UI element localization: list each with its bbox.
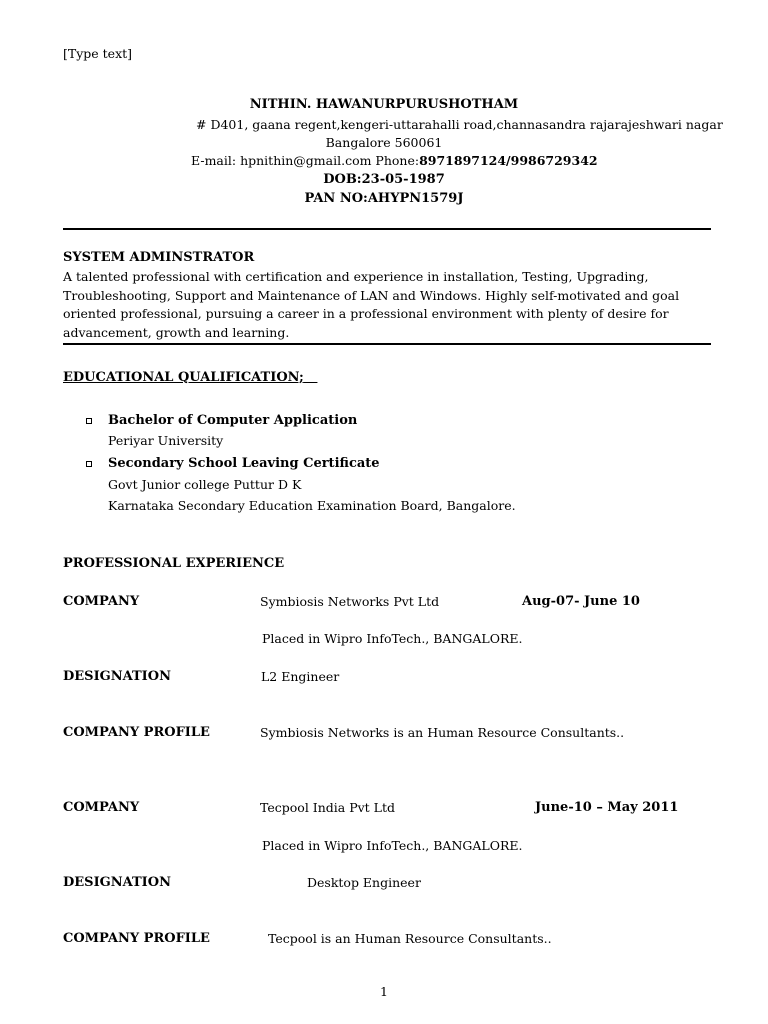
- email-text: E-mail: hpnithin@gmail.com Phone:: [191, 153, 420, 168]
- placement: Placed in Wipro InfoTech., BANGALORE.: [262, 631, 523, 646]
- pan-number: PAN NO:AHYPN1579J: [304, 191, 464, 206]
- phone-number: 8971897124/9986729342: [419, 153, 598, 168]
- dob: DOB:23-05-1987: [323, 172, 445, 187]
- degree-2-institution: Govt Junior college Puttur D K: [108, 477, 302, 492]
- bullet-icon: [86, 461, 92, 467]
- candidate-name: NITHIN. HAWANURPURUSHOTHAM: [249, 97, 519, 112]
- designation-label: DESIGNATION: [63, 875, 171, 890]
- designation: L2 Engineer: [261, 669, 340, 684]
- company-label: COMPANY: [63, 800, 140, 815]
- designation-label: DESIGNATION: [63, 669, 171, 684]
- education-heading: [63, 370, 317, 385]
- divider-middle: [63, 343, 711, 345]
- header-placeholder: [Type text]: [63, 46, 133, 61]
- bullet-icon: [86, 418, 92, 424]
- degree-1-institution: Periyar University: [108, 433, 224, 448]
- page-number: 1: [380, 984, 388, 999]
- designation: Desktop Engineer: [307, 875, 421, 890]
- experience-heading: PROFESSIONAL EXPERIENCE: [63, 556, 285, 571]
- job-dates: June-10 – May 2011: [535, 800, 679, 815]
- company-profile-label: COMPANY PROFILE: [63, 725, 210, 740]
- summary-title: SYSTEM ADMINSTRATOR: [63, 250, 255, 265]
- company-label: COMPANY: [63, 594, 140, 609]
- company-profile: Symbiosis Networks is an Human Resource Consultants..: [260, 725, 625, 740]
- degree-1: Bachelor of Computer Application: [108, 413, 358, 428]
- company-name: Symbiosis Networks Pvt Ltd: [260, 594, 440, 609]
- divider-top: [63, 228, 711, 230]
- degree-2-board: Karnataka Secondary Education Examination Board, Bangalore.: [108, 498, 516, 513]
- address-line-2: Bangalore 560061: [325, 135, 443, 150]
- company-profile: Tecpool is an Human Resource Consultants..: [268, 931, 552, 946]
- education-heading-text: EDUCATIONAL QUALIFICATION;: [63, 370, 304, 385]
- placement: Placed in Wipro InfoTech., BANGALORE.: [262, 838, 523, 853]
- contact-line: [191, 153, 598, 168]
- degree-2: Secondary School Leaving Certificate: [108, 456, 380, 471]
- company-name: Tecpool India Pvt Ltd: [260, 800, 395, 815]
- summary-text: A talented professional with certification and experience in installation, Testing, Upgrading, Troubleshooting, Support and Maintenance of LAN and Windows. Highly self-motivated and goal oriented professional, pursuing a career in a professional environment with plenty of desire for advancement, growth and learning.: [63, 269, 680, 340]
- address-line-1: # D401, gaana regent,kengeri-uttarahalli road,channasandra rajarajeshwari nagar: [196, 117, 723, 132]
- job-dates: Aug-07- June 10: [522, 594, 640, 609]
- company-profile-label: COMPANY PROFILE: [63, 931, 210, 946]
